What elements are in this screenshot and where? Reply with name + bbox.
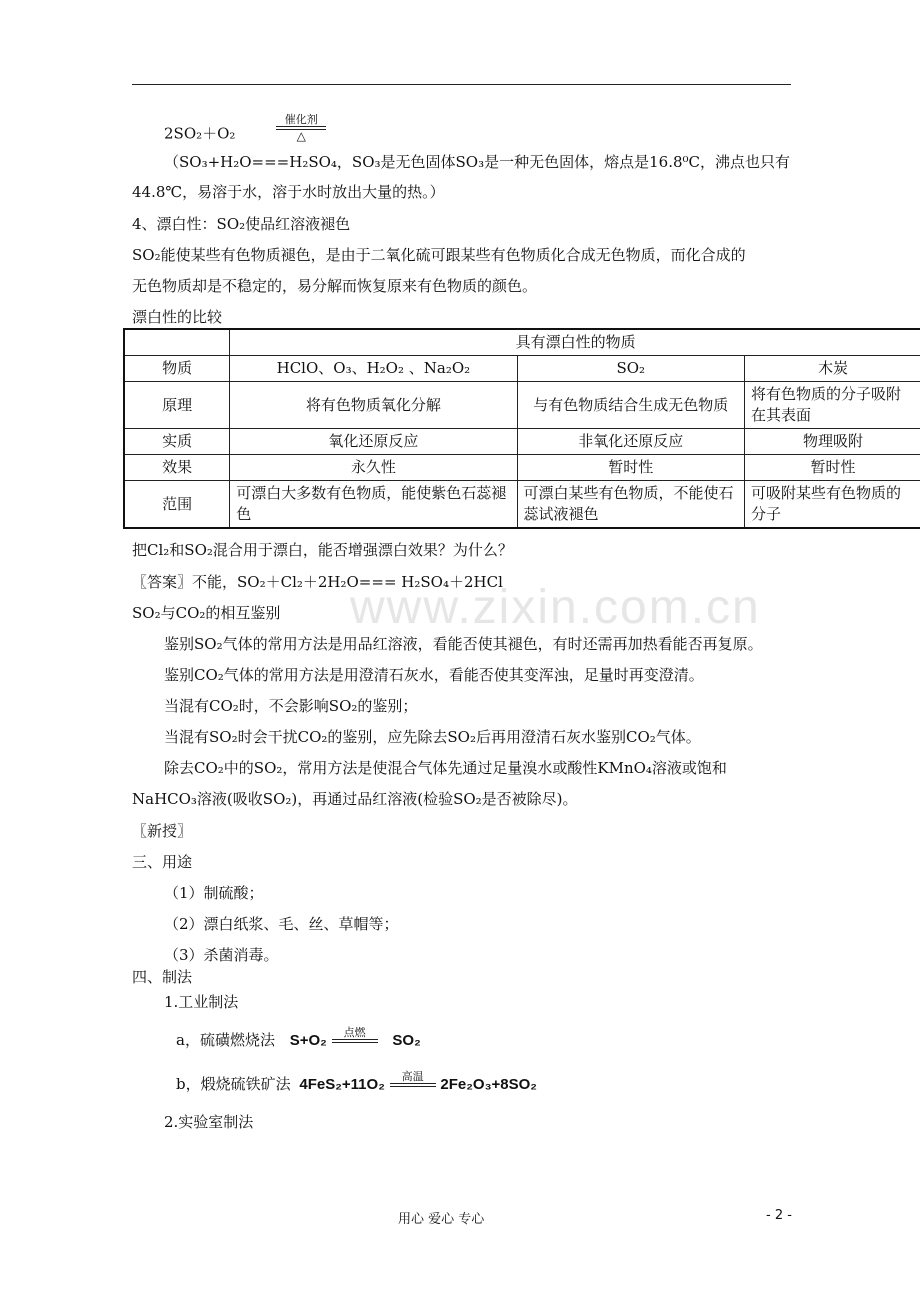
catalyst-label: 催化剂 bbox=[284, 113, 318, 126]
row-label: 物质 bbox=[124, 356, 230, 382]
method-b bbox=[176, 1070, 537, 1095]
compare-title: 漂白性的比较 bbox=[132, 308, 223, 326]
bleach-heading: 4、漂白性：SO₂使品红溶液褪色 bbox=[132, 215, 351, 233]
row-label: 范围 bbox=[124, 481, 230, 529]
equation-so2-oxidation bbox=[164, 113, 326, 149]
cell-oxidizers: 将有色物质氧化分解 bbox=[230, 382, 517, 429]
watermark: www.zixin.com.cn bbox=[350, 581, 761, 634]
note-line-1: （SO₃+H₂O===H₂SO₄，SO₃是无色固体SO₃是一种无色固体，熔点是16.8⁰C，沸点也只有 bbox=[164, 153, 790, 171]
identify-line: 鉴别SO₂气体的常用方法是用品红溶液，看能否使其褪色，有时还需再加热看能否再复原。 bbox=[164, 635, 763, 653]
cell-so2: 非氧化还原反应 bbox=[517, 429, 744, 455]
row-label: 效果 bbox=[124, 455, 230, 481]
table-row bbox=[124, 481, 920, 529]
method-b-lhs: 4FeS₂+11O₂ bbox=[299, 1076, 385, 1093]
use-item: （1）制硫酸； bbox=[164, 884, 264, 902]
table-row bbox=[124, 455, 920, 481]
table-row bbox=[124, 382, 920, 429]
identify-line: 除去CO₂中的SO₂，常用方法是使混合气体先通过足量溴水或酸性KMnO₄溶液或饱和 bbox=[164, 759, 727, 777]
header-rule bbox=[132, 84, 791, 85]
method-b-rhs: 2Fe₂O₃+8SO₂ bbox=[440, 1076, 537, 1093]
equals-sign bbox=[390, 1083, 436, 1087]
new-lesson: 〖新授〗 bbox=[132, 822, 193, 840]
method-a-label: a，硫磺燃烧法 bbox=[176, 1031, 275, 1049]
identify-line: 鉴别CO₂气体的常用方法是用澄清石灰水，看能否使其变浑浊，足量时再变澄清。 bbox=[164, 666, 704, 684]
equals-sign bbox=[332, 1039, 378, 1043]
note-line-2: 44.8℃，易溶于水，溶于水时放出大量的热。） bbox=[132, 183, 445, 201]
method-a-lhs: S+O₂ bbox=[289, 1032, 327, 1049]
method-a bbox=[176, 1026, 421, 1051]
industrial-heading: 1.工业制法 bbox=[164, 993, 239, 1011]
cell-charcoal: 木炭 bbox=[744, 356, 920, 382]
identify-line: NaHCO₃溶液(吸收SO₂)，再通过品红溶液(检验SO₂是否被除尽)。 bbox=[132, 790, 578, 808]
cell-charcoal: 暂时性 bbox=[744, 455, 920, 481]
use-item: （3）杀菌消毒。 bbox=[164, 946, 279, 964]
table-header: 具有漂白性的物质 bbox=[230, 329, 920, 356]
identify-line: 当混有SO₂时会干扰CO₂的鉴别，应先除去SO₂后再用澄清石灰水鉴别CO₂气体。 bbox=[164, 728, 701, 746]
bleach-comparison-table bbox=[123, 328, 920, 529]
cell-oxidizers: 氧化还原反应 bbox=[230, 429, 517, 455]
uses-heading: 三、用途 bbox=[132, 853, 193, 871]
footer-motto: 用心 爱心 专心 bbox=[398, 1212, 485, 1227]
use-item: （2）漂白纸浆、毛、丝、草帽等； bbox=[164, 915, 399, 933]
cell-charcoal: 可吸附某些有色物质的分子 bbox=[744, 481, 920, 529]
heat-symbol: △ bbox=[296, 129, 306, 143]
cell-oxidizers: 可漂白大多数有色物质，能使紫色石蕊褪色 bbox=[230, 481, 517, 529]
lab-heading: 2.实验室制法 bbox=[164, 1113, 254, 1131]
row-label: 原理 bbox=[124, 382, 230, 429]
cell-so2: 与有色物质结合生成无色物质 bbox=[517, 382, 744, 429]
identify-line: 当混有CO₂时，不会影响SO₂的鉴别； bbox=[164, 697, 418, 715]
table-corner bbox=[124, 329, 230, 356]
prep-heading: 四、制法 bbox=[132, 968, 193, 986]
cell-so2: 可漂白某些有色物质，不能使石蕊试液褪色 bbox=[517, 481, 744, 529]
table-row bbox=[124, 429, 920, 455]
equation-lhs: 2SO₂＋O₂ bbox=[164, 124, 236, 143]
method-a-condition bbox=[332, 1027, 378, 1043]
table-row bbox=[124, 356, 920, 382]
row-label: 实质 bbox=[124, 429, 230, 455]
cell-charcoal: 物理吸附 bbox=[744, 429, 920, 455]
answer: 〖答案〗不能，SO₂＋Cl₂＋2H₂O=== H₂SO₄＋2HCl bbox=[132, 573, 503, 591]
cell-oxidizers: HClO、O₃、H₂O₂ 、Na₂O₂ bbox=[230, 356, 517, 382]
reaction-condition bbox=[276, 114, 326, 143]
high-temp-label: 高温 bbox=[401, 1070, 424, 1083]
cell-so2: SO₂ bbox=[517, 356, 744, 382]
method-b-label: b，煅烧硫铁矿法 bbox=[176, 1075, 291, 1093]
ignite-label: 点燃 bbox=[343, 1026, 366, 1039]
page-number: - 2 - bbox=[766, 1208, 792, 1223]
cell-charcoal: 将有色物质的分子吸附在其表面 bbox=[744, 382, 920, 429]
question: 把Cl₂和SO₂混合用于漂白，能否增强漂白效果？为什么？ bbox=[132, 541, 513, 559]
table-row bbox=[124, 329, 920, 356]
bleach-para-2: 无色物质却是不稳定的，易分解而恢复原来有色物质的颜色。 bbox=[132, 277, 538, 295]
method-a-rhs: SO₂ bbox=[392, 1032, 421, 1049]
cell-oxidizers: 永久性 bbox=[230, 455, 517, 481]
cell-so2: 暂时性 bbox=[517, 455, 744, 481]
bleach-para-1: SO₂能使某些有色物质褪色，是由于二氧化硫可跟某些有色物质化合成无色物质，而化合成的 bbox=[132, 246, 746, 264]
identify-title: SO₂与CO₂的相互鉴别 bbox=[132, 604, 281, 622]
method-b-condition bbox=[390, 1071, 436, 1087]
